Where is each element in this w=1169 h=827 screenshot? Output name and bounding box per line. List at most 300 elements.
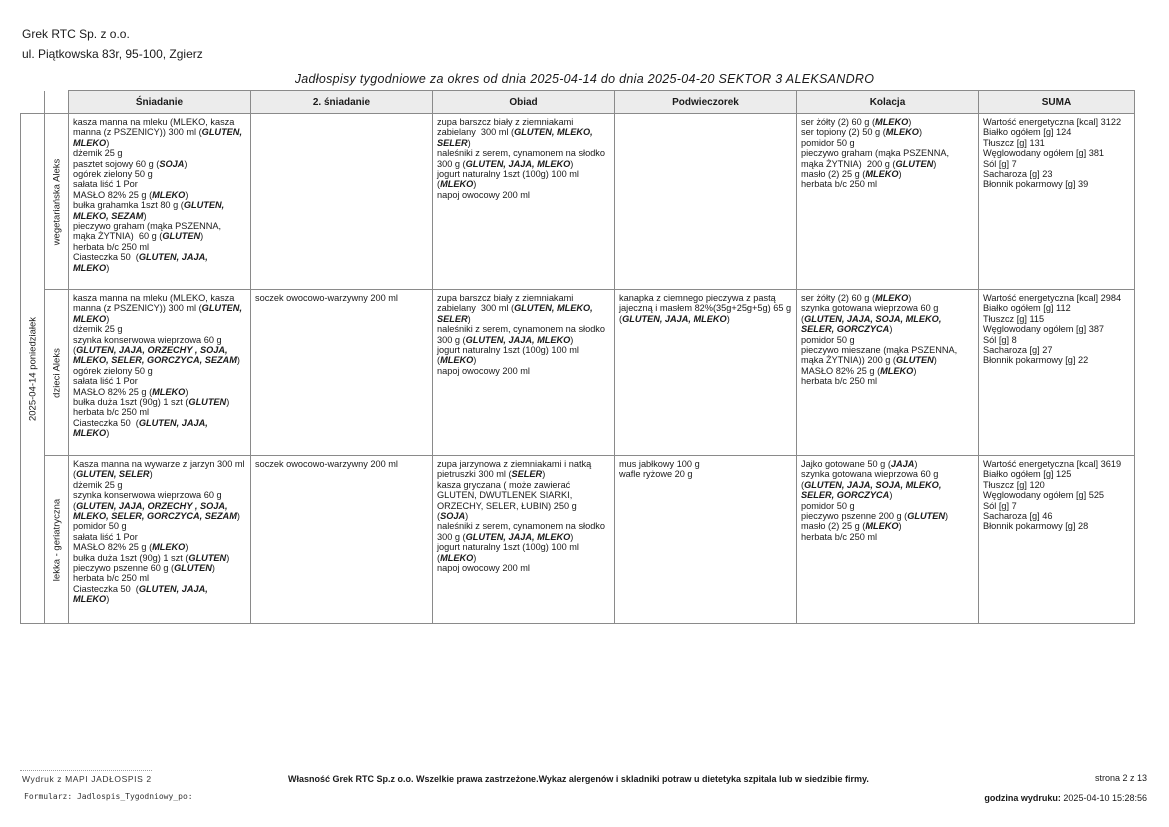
menu-line [983, 355, 1130, 365]
diet-row [21, 114, 1135, 290]
menu-line [73, 252, 246, 262]
allergen-text: GLUTEN, JAJA, MLEKO [465, 158, 571, 169]
menu-line [437, 324, 610, 334]
diet-row [21, 290, 1135, 456]
menu-line [801, 179, 974, 189]
cell-content [251, 290, 432, 305]
menu-line [983, 469, 1130, 479]
cell-content [979, 290, 1134, 368]
menu-line [73, 148, 246, 158]
item-text: Jajko gotowane 50 g ( [801, 459, 891, 469]
item-text: ( [437, 552, 441, 563]
item-text: ) [473, 179, 477, 190]
item-text: ) [211, 563, 215, 574]
menu-line [801, 376, 974, 386]
menu-line [437, 159, 610, 169]
item-text: ) [908, 117, 912, 127]
item-text: kasza gryczana ( może zawierać [437, 479, 571, 490]
item-text: Sól [g] 8 [983, 334, 1017, 345]
item-text: ) [889, 324, 893, 335]
menu-line [437, 563, 610, 573]
document-title: Jadłospisy tygodniowe za okres od dnia 2025-04-14 do dnia 2025-04-20 SEKTOR 3 ALEKSANDRO [294, 72, 875, 86]
item-text: ( [801, 479, 805, 490]
breakfast-cell [69, 114, 251, 290]
menu-line [437, 469, 610, 479]
second-breakfast-cell [251, 290, 433, 456]
item-text: Błonnik pokarmowy [g] 22 [983, 355, 1089, 366]
menu-line [73, 138, 246, 148]
item-text: ( [437, 179, 441, 190]
item-text: wafle ryżowe 20 g [619, 469, 693, 480]
menu-line [437, 521, 610, 531]
cell-content [433, 114, 614, 202]
item-text: pomidor 50 g [801, 334, 855, 345]
item-text: pieczywo graham (mąka PSZENNA, [801, 148, 950, 159]
item-text: mąka ŻYTNIA)) 200 g ( [801, 355, 896, 366]
company-name: Grek RTC Sp. z o.o. [22, 27, 130, 41]
cell-content [979, 456, 1134, 534]
item-text: pieczywo pszenne 60 g ( [73, 563, 175, 574]
item-text: zabielany 300 ml ( [437, 303, 515, 314]
item-text: sałata liść 1 Por [73, 531, 138, 542]
menu-line [73, 563, 246, 573]
allergen-text: GLUTEN, [201, 303, 242, 314]
menu-line [437, 490, 610, 500]
allergen-text: GLUTEN, MLEKO, [514, 127, 593, 138]
item-text: Sacharoza [g] 27 [983, 345, 1053, 356]
item-text: ) [914, 459, 918, 469]
menu-line [619, 314, 792, 324]
menu-line [983, 324, 1130, 334]
supper-cell [797, 290, 979, 456]
menu-line [73, 553, 246, 563]
item-text: ) [570, 334, 574, 345]
item-text: pomidor 50 g [801, 137, 855, 148]
menu-line [801, 366, 974, 376]
menu-line [983, 127, 1130, 137]
item-text: Kasza manna na wywarze z jarzyn 300 ml [73, 459, 245, 469]
print-time-value: 2025-04-10 15:28:56 [1063, 793, 1147, 803]
item-text: pomidor 50 g [801, 500, 855, 511]
item-text: Sól [g] 7 [983, 500, 1017, 511]
item-text: ogórek zielony 50 g [73, 169, 153, 180]
allergen-text: SOJA [440, 511, 466, 522]
item-text: ( [73, 469, 77, 480]
item-text: ) [226, 552, 230, 563]
allergen-text: GLUTEN, JAJA, SOJA, MLEKO, [804, 479, 942, 490]
menu-line [73, 293, 246, 303]
menu-line [73, 366, 246, 376]
item-text: szynka gotowana wieprzowa 60 g [801, 303, 939, 314]
diet-name-cell [45, 456, 69, 624]
item-text: ) [149, 469, 153, 480]
item-text: ) [898, 521, 902, 532]
item-text: ) [236, 355, 240, 366]
menu-line [983, 511, 1130, 521]
item-text: ser żółty (2) 60 g ( [801, 293, 876, 303]
menu-line [437, 355, 610, 365]
item-text: Wartość energetyczna [kcal] 3122 [983, 117, 1122, 127]
allergen-text: MLEKO [865, 521, 899, 532]
item-text: naleśniki z serem, cynamonem na słodko [437, 148, 606, 159]
footer-form: Formularz: Jadlospis_Tygodniowy_po: [24, 792, 193, 801]
cell-content [251, 456, 432, 471]
menu-line [801, 169, 974, 179]
menu-line [437, 148, 610, 158]
menu-line [619, 459, 792, 469]
menu-line [801, 490, 974, 500]
menu-line [437, 190, 610, 200]
menu-line [801, 355, 974, 365]
menu-line [437, 127, 610, 137]
menu-line [983, 345, 1130, 355]
menu-line [73, 303, 246, 313]
menu-line [437, 459, 610, 469]
item-text: naleśniki z serem, cynamonem na słodko [437, 324, 606, 335]
diet-name: lekka - geriatryczna [51, 498, 62, 581]
menu-line [73, 117, 246, 127]
allergen-text: MLEKO [152, 542, 186, 553]
allergen-text: MLEKO [865, 169, 899, 180]
item-text: herbata b/c 250 ml [801, 531, 878, 542]
breakfast-cell [69, 456, 251, 624]
item-text: ( [619, 313, 623, 324]
cell-content [69, 114, 250, 275]
item-text: dżemik 25 g [73, 479, 123, 490]
item-text: ( [73, 500, 77, 511]
menu-line [437, 511, 610, 521]
item-text: jogurt naturalny 1szt (100g) 100 ml [437, 169, 579, 180]
allergen-text: GLUTEN, SELER [76, 469, 150, 480]
item-text: ( [437, 355, 441, 366]
item-text: 300 g ( [437, 158, 466, 169]
item-text: zupa jarzynowa z ziemniakami i natką [437, 459, 592, 469]
menu-line [983, 293, 1130, 303]
item-text: manna (z PSZENICY)) 300 ml ( [73, 127, 202, 138]
item-text: naleśniki z serem, cynamonem na słodko [437, 521, 606, 532]
summary-cell [979, 114, 1135, 290]
menu-line [983, 501, 1130, 511]
menu-line [983, 303, 1130, 313]
menu-line [73, 231, 246, 241]
item-text: soczek owocowo-warzywny 200 ml [255, 293, 398, 303]
item-text: ) [913, 365, 917, 376]
menu-line [73, 127, 246, 137]
lunch-cell [433, 114, 615, 290]
menu-line [73, 324, 246, 334]
cell-content [251, 114, 432, 119]
item-text: bułka duża 1szt (90g) 1 szt ( [73, 397, 189, 408]
item-text: kasza manna na mleku (MLEKO, kasza [73, 293, 235, 303]
menu-line [73, 397, 246, 407]
menu-line [73, 314, 246, 324]
item-text: szynka gotowana wieprzowa 60 g [801, 469, 939, 480]
diet-row [21, 456, 1135, 624]
allergen-text: MLEKO [440, 552, 474, 563]
item-text: masło (2) 25 g ( [801, 169, 866, 180]
print-time-label: godzina wydruku: [984, 793, 1061, 803]
menu-line [983, 521, 1130, 531]
menu-line [801, 117, 974, 127]
menu-line [801, 335, 974, 345]
item-text: ) [185, 386, 189, 397]
item-text: manna (z PSZENICY)) 300 ml ( [73, 303, 202, 314]
menu-line [801, 314, 974, 324]
document-title-row [0, 72, 1169, 86]
menu-line [619, 293, 792, 303]
item-text: Błonnik pokarmowy [g] 39 [983, 179, 1089, 190]
column-header: SUMA [979, 91, 1135, 114]
menu-line [73, 542, 246, 552]
menu-line [437, 553, 610, 563]
header-spacer [21, 91, 45, 114]
item-text: mąka ŻYTNIA) 200 g ( [801, 158, 896, 169]
menu-line [801, 532, 974, 542]
column-header: Obiad [433, 91, 615, 114]
allergen-text: MLEKO [73, 137, 107, 148]
menu-line [73, 387, 246, 397]
footer-divider [20, 770, 152, 771]
menu-line [73, 211, 246, 221]
allergen-text: GLUTEN [907, 511, 946, 522]
item-text: ) [945, 511, 949, 522]
item-text: 300 g ( [437, 531, 466, 542]
footer-print-time [984, 793, 1147, 803]
item-text: ) [898, 169, 902, 180]
menu-line [73, 501, 246, 511]
item-text: Tłuszcz [g] 115 [983, 313, 1045, 324]
item-text: MASŁO 82% 25 g ( [801, 365, 881, 376]
allergen-text: MLEKO [152, 386, 186, 397]
item-text: GLUTEN, DWUTLENEK SIARKI, [437, 490, 573, 501]
allergen-text: JAJA [890, 459, 915, 469]
menu-line [983, 335, 1130, 345]
item-text: 300 g ( [437, 334, 466, 345]
menu-line [437, 542, 610, 552]
cell-content [615, 456, 796, 482]
allergen-text: MLEKO [440, 179, 474, 190]
item-text: ser żółty (2) 60 g ( [801, 117, 876, 127]
cell-content [797, 114, 978, 192]
item-text: Ciasteczka 50 ( [73, 583, 139, 594]
item-text: ) [106, 137, 110, 148]
item-text: kanapka z ciemnego pieczywa z pastą [619, 293, 776, 303]
menu-line [73, 480, 246, 490]
item-text: pietruszki 300 ml ( [437, 469, 512, 480]
menu-line [801, 480, 974, 490]
column-header: Śniadanie [69, 91, 251, 114]
allergen-text: GLUTEN, JAJA, [138, 417, 208, 428]
item-text: mus jabłkowy 100 g [619, 459, 700, 469]
menu-line [437, 480, 610, 490]
item-text: sałata liść 1 Por [73, 179, 138, 190]
item-text: masło (2) 25 g ( [801, 521, 866, 532]
menu-line [73, 179, 246, 189]
menu-line [437, 169, 610, 179]
item-text: bułka grahamka 1szt 80 g ( [73, 200, 184, 211]
menu-line [983, 314, 1130, 324]
allergen-text: GLUTEN, JAJA, SOJA, MLEKO, [804, 313, 942, 324]
menu-line [73, 573, 246, 583]
item-text: Węglowodany ogółem [g] 387 [983, 324, 1105, 335]
item-text: pieczywo graham (mąka PSZENNA, [73, 221, 222, 232]
item-text: Wartość energetyczna [kcal] 3619 [983, 459, 1122, 469]
breakfast-cell [69, 290, 251, 456]
allergen-text: SELER, GORCZYCA [801, 324, 890, 335]
summary-cell [979, 456, 1135, 624]
menu-line [437, 293, 610, 303]
item-text: ) [106, 262, 110, 273]
allergen-text: MLEKO [73, 262, 107, 273]
menu-line [73, 428, 246, 438]
allergen-text: MLEKO, SELER, GORCZYCA, SEZAM [73, 511, 237, 522]
item-text: Sacharoza [g] 46 [983, 511, 1053, 522]
allergen-text: MLEKO [73, 428, 107, 439]
item-text: ) [908, 293, 912, 303]
allergen-text: SELER [437, 313, 468, 324]
item-text: ) [226, 397, 230, 408]
afternoon-snack-cell [615, 290, 797, 456]
item-text: Białko ogółem [g] 112 [983, 303, 1071, 314]
menu-line [619, 469, 792, 479]
item-text: pieczywo pszenne 200 g ( [801, 511, 908, 522]
menu-line [73, 159, 246, 169]
menu-line [73, 418, 246, 428]
item-text: ) [185, 189, 189, 200]
footer-source: Wydruk z MAPI JADŁOSPIS 2 [22, 774, 152, 784]
column-header: 2. śniadanie [251, 91, 433, 114]
item-text: ) [570, 158, 574, 169]
cell-content [615, 114, 796, 119]
menu-line [437, 117, 610, 127]
menu-line [801, 293, 974, 303]
menu-line [801, 148, 974, 158]
menu-line [255, 293, 428, 303]
item-text: herbata b/c 250 ml [73, 573, 150, 584]
menu-line [801, 459, 974, 469]
item-text: herbata b/c 250 ml [73, 407, 150, 418]
item-text: napoj owocowy 200 ml [437, 365, 530, 376]
allergen-text: GLUTEN [162, 231, 201, 242]
item-text: ORZECHY, SELER, ŁUBIN) 250 g [437, 500, 577, 511]
table-header-row [21, 91, 1135, 114]
cell-content [615, 290, 796, 326]
menu-line [73, 469, 246, 479]
item-text: szynka konserwowa wieprzowa 60 g [73, 334, 222, 345]
allergen-text: GLUTEN, JAJA, MLEKO [465, 531, 571, 542]
menu-line [437, 179, 610, 189]
item-text: ) [473, 552, 477, 563]
summary-cell [979, 290, 1135, 456]
diet-name: dzieci Aleks [51, 347, 62, 398]
item-text: dżemik 25 g [73, 148, 123, 159]
item-text: herbata b/c 250 ml [801, 376, 878, 387]
allergen-text: GLUTEN, JAJA, ORZECHY , SOJA, [76, 500, 228, 511]
menu-line [437, 532, 610, 542]
menu-line [73, 355, 246, 365]
allergen-text: SELER, GORCZYCA [801, 490, 890, 501]
menu-line [801, 469, 974, 479]
date-label: 2025-04-14 poniedziałek [27, 316, 38, 421]
allergen-text: GLUTEN [188, 397, 227, 408]
item-text: ( [801, 313, 805, 324]
allergen-text: GLUTEN [895, 158, 934, 169]
allergen-text: GLUTEN, JAJA, ORZECHY , SOJA, [76, 345, 228, 356]
item-text: MASŁO 82% 25 g ( [73, 189, 153, 200]
item-text: ) [918, 127, 923, 138]
allergen-text: MLEKO [73, 313, 107, 324]
item-text: pieczywo mieszane (mąka PSZENNA, [801, 345, 958, 356]
allergen-text: SELER [511, 469, 543, 480]
menu-line [983, 159, 1130, 169]
item-text: Białko ogółem [g] 125 [983, 469, 1072, 480]
menu-line [801, 511, 974, 521]
allergen-text: GLUTEN, [201, 127, 242, 138]
menu-line [73, 459, 246, 469]
item-text: ) [726, 313, 730, 324]
item-text: MASŁO 82% 25 g ( [73, 386, 153, 397]
menu-line [73, 200, 246, 210]
menu-line [73, 532, 246, 542]
menu-line [801, 303, 974, 313]
item-text: ) [106, 313, 110, 324]
menu-line [983, 169, 1130, 179]
item-text: pasztet sojowy 60 g ( [73, 158, 160, 169]
item-text: ) [185, 542, 189, 553]
menu-line [255, 459, 428, 469]
item-text: Wartość energetyczna [kcal] 2984 [983, 293, 1122, 303]
item-text: Sacharoza [g] 23 [983, 169, 1053, 180]
item-text: ) [106, 428, 110, 439]
item-text: pomidor 50 g [73, 521, 127, 532]
item-text: Ciasteczka 50 ( [73, 252, 139, 263]
menu-line [73, 376, 246, 386]
menu-table [20, 90, 1135, 624]
menu-line [437, 345, 610, 355]
item-text: ) [106, 594, 110, 605]
item-text: ) [570, 531, 574, 542]
item-text: soczek owocowo-warzywny 200 ml [255, 459, 398, 469]
diet-name: wegetariańska Aleks [51, 158, 62, 245]
item-text: ogórek zielony 50 g [73, 365, 153, 376]
item-text: ) [473, 355, 477, 366]
supper-cell [797, 456, 979, 624]
item-text: mąka ŻYTNIA) 60 g ( [73, 231, 163, 242]
item-text: Węglowodany ogółem [g] 381 [983, 148, 1105, 159]
allergen-text: SOJA [159, 158, 185, 169]
menu-line [437, 314, 610, 324]
menu-line [983, 138, 1130, 148]
item-text: Białko ogółem [g] 124 [983, 127, 1072, 138]
allergen-text: MLEKO [885, 127, 919, 138]
item-text: ser topiony (2) 50 g ( [801, 127, 886, 138]
column-header: Kolacja [797, 91, 979, 114]
allergen-text: SELER [437, 137, 468, 148]
item-text: szynka konserwowa wieprzowa 60 g [73, 490, 222, 501]
menu-line [801, 127, 974, 137]
afternoon-snack-cell [615, 114, 797, 290]
second-breakfast-cell [251, 114, 433, 290]
menu-line [801, 324, 974, 334]
item-text: zupa barszcz biały z ziemniakami [437, 117, 574, 127]
footer-page-number: strona 2 z 13 [1094, 773, 1147, 783]
allergen-text: GLUTEN, JAJA, [138, 252, 208, 263]
cell-content [433, 456, 614, 575]
item-text: bułka duża 1szt (90g) 1 szt ( [73, 552, 189, 563]
menu-line [983, 490, 1130, 500]
menu-line [983, 148, 1130, 158]
allergen-text: MLEKO, SELER, GORCZYCA, SEZAM [73, 355, 237, 366]
